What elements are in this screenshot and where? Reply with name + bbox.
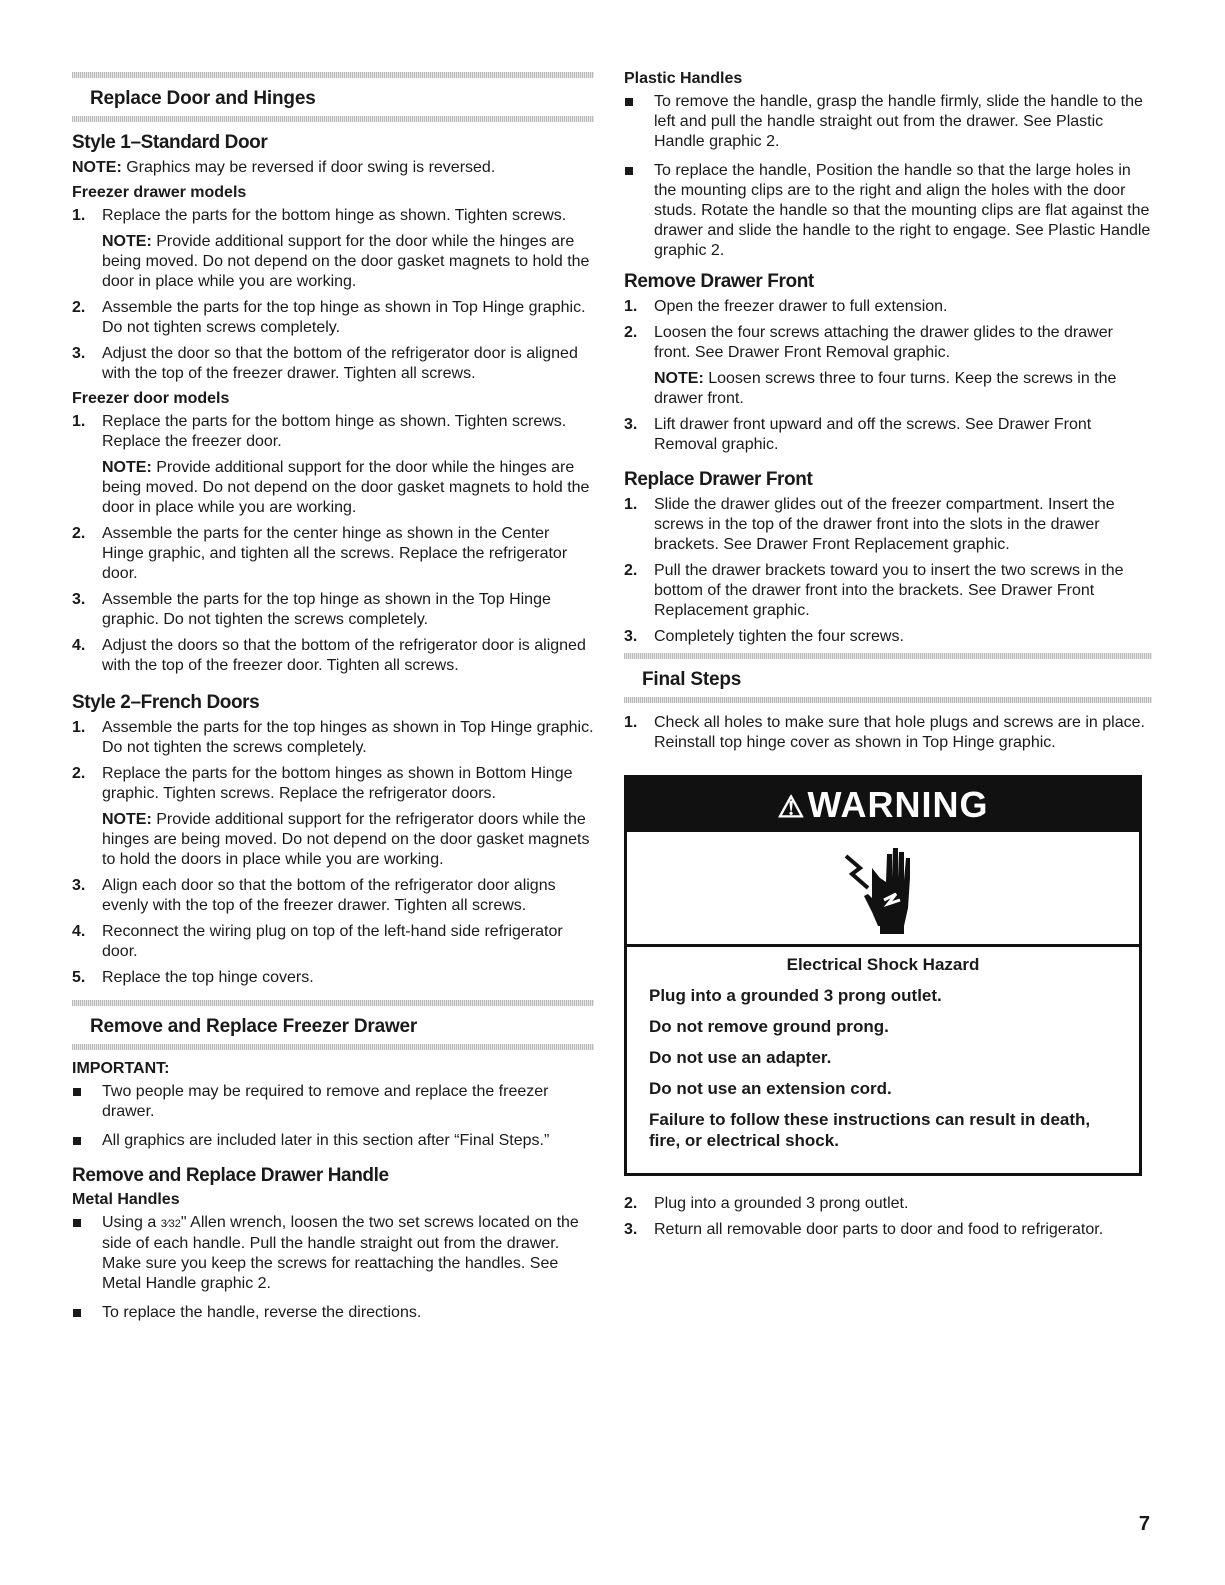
section-title: Replace Door and Hinges <box>90 88 316 109</box>
list-item: 1. Replace the parts for the bottom hinge as shown. Tighten screws. Replace the freezer door. NOTE: Provide additional support for the door while the hinges are being moved. Do not depend on the door gasket magnets to hold the door in place while you are working. <box>72 413 590 516</box>
hatch-rule <box>72 116 594 122</box>
section-header-final-steps <box>624 653 1152 703</box>
drawer-handle-heading: Remove and Replace Drawer Handle <box>72 1165 389 1186</box>
list-item: Two people may be required to remove and replace the freezer drawer. <box>72 1082 594 1122</box>
bullet-square-icon <box>624 161 654 261</box>
metal-handle-bullets <box>72 1213 594 1323</box>
list-item: All graphics are included later in this section after “Final Steps.” <box>72 1131 594 1151</box>
hatch-rule <box>72 1044 594 1050</box>
list-item: To replace the handle, reverse the directions. <box>72 1303 594 1323</box>
list-item: 3. Assemble the parts for the top hinge as shown in the Top Hinge graphic. Do not tighten the screws completely. <box>72 591 551 628</box>
list-item: To remove the handle, grasp the handle firmly, slide the handle to the left and pull the handle straight out from the drawer. See Plastic Handle graphic 2. <box>624 92 1152 152</box>
hatch-rule <box>624 697 1152 703</box>
bullet-square-icon <box>72 1303 102 1323</box>
left-column <box>72 66 594 1332</box>
section-header-replace-door <box>72 72 594 122</box>
freezer-drawer-models-heading: Freezer drawer models <box>72 184 247 201</box>
list-item: To replace the handle, Position the handle so that the large holes in the mounting clips are to the right and align the holes with the door studs. Rotate the handle so that the mounting clips are flat against the drawer and slide the handle to the right to engage. See Plastic Handle graphic 2. <box>624 161 1152 261</box>
list-item: Using a 3⁄32" Allen wrench, loosen the two set screws located on the side of each handle. Pull the handle straight out from the drawer. Make sure you keep the screws for reattaching the handles. See Metal Handle graphic 2. <box>72 1213 594 1294</box>
list-item: 3. Adjust the door so that the bottom of the refrigerator door is aligned with the top of the freezer drawer. Tighten all screws. <box>72 345 578 382</box>
remove-drawer-front-heading: Remove Drawer Front <box>624 271 814 292</box>
warning-triangle-icon: ⚠ <box>777 791 806 824</box>
list-item: 2. Assemble the parts for the top hinge as shown in Top Hinge graphic. Do not tighten screws completely. <box>72 299 586 336</box>
final-steps-continued <box>624 1194 1152 1240</box>
style1-heading: Style 1–Standard Door <box>72 132 268 153</box>
list-item: 4. Adjust the doors so that the bottom of the refrigerator door is aligned with the top of the freezer door. Tighten all screws. <box>72 637 586 674</box>
french-door-steps <box>72 718 594 988</box>
warning-box <box>624 775 1142 1176</box>
warning-line: Do not use an extension cord. <box>649 1079 892 1098</box>
bullet-square-icon <box>72 1131 102 1151</box>
list-item: 2. Pull the drawer brackets toward you to insert the two screws in the bottom of the drawer front into the brackets. See Drawer Front Replacement graphic. <box>624 562 1124 619</box>
freezer-door-steps <box>72 412 594 676</box>
list-item: 4. Reconnect the wiring plug on top of the left-hand side refrigerator door. <box>72 923 563 960</box>
warning-line: Do not remove ground prong. <box>649 1017 889 1036</box>
important-bullets <box>72 1082 594 1151</box>
list-item: 1. Check all holes to make sure that hole plugs and screws are in place. Reinstall top hinge cover as shown in Top Hinge graphic. <box>624 714 1145 751</box>
bullet-square-icon <box>624 92 654 152</box>
important-label: IMPORTANT: <box>72 1060 170 1077</box>
bullet-square-icon <box>72 1082 102 1122</box>
warning-line: Failure to follow these instructions can result in death, fire, or electrical shock. <box>649 1110 1091 1150</box>
list-item: 5. Replace the top hinge covers. <box>72 969 314 986</box>
freezer-drawer-steps <box>72 206 594 384</box>
metal-handles-heading: Metal Handles <box>72 1191 180 1208</box>
replace-drawer-front-heading: Replace Drawer Front <box>624 469 813 490</box>
hazard-title: Electrical Shock Hazard <box>786 955 980 974</box>
list-item: 3. Lift drawer front upward and off the screws. See Drawer Front Removal graphic. <box>624 416 1092 453</box>
warning-body <box>627 947 1139 1173</box>
list-item: 1. Assemble the parts for the top hinges as shown in Top Hinge graphic. Do not tighten the screws completely. <box>72 719 594 756</box>
warning-line: Plug into a grounded 3 prong outlet. <box>649 986 942 1005</box>
list-item: 2. Assemble the parts for the center hinge as shown in the Center Hinge graphic, and tighten all the screws. Replace the refrigerator door. <box>72 525 568 582</box>
plastic-handle-bullets <box>624 92 1152 261</box>
list-item: 3. Completely tighten the four screws. <box>624 628 904 645</box>
list-item: 3. Align each door so that the bottom of the refrigerator door aligns evenly with the top of the freezer drawer. Tighten all screws. <box>72 877 556 914</box>
section-header-freezer-drawer <box>72 1000 594 1050</box>
bullet-square-icon <box>72 1213 102 1294</box>
warning-header: ⚠WARNING <box>627 778 1139 832</box>
section-title: Final Steps <box>642 669 742 690</box>
graphics-note: NOTE: Graphics may be reversed if door swing is reversed. <box>72 159 496 176</box>
list-item: 3. Return all removable door parts to door and food to refrigerator. <box>624 1221 1104 1238</box>
list-item: 1. Replace the parts for the bottom hinge as shown. Tighten screws. NOTE: Provide additional support for the door while the hinges are being moved. Do not depend on the door gasket magnets to hold the door in place while you are working. <box>72 207 590 290</box>
section-title: Remove and Replace Freezer Drawer <box>90 1016 418 1037</box>
list-item: 2. Plug into a grounded 3 prong outlet. <box>624 1195 909 1212</box>
right-column <box>624 66 1152 1246</box>
remove-front-steps <box>624 297 1152 455</box>
list-item: 2. Loosen the four screws attaching the drawer glides to the drawer front. See Drawer Front Removal graphic. NOTE: Loosen screws three to four turns. Keep the screws in the drawer front. <box>624 324 1117 407</box>
replace-front-steps <box>624 495 1152 647</box>
warning-line: Do not use an adapter. <box>649 1048 832 1067</box>
plastic-handles-heading: Plastic Handles <box>624 70 743 87</box>
style2-heading: Style 2–French Doors <box>72 692 260 713</box>
freezer-door-models-heading: Freezer door models <box>72 390 230 407</box>
list-item: 1. Open the freezer drawer to full extension. <box>624 298 948 315</box>
electrical-shock-hand-icon <box>627 832 1139 947</box>
page-number: 7 <box>1138 1513 1150 1535</box>
list-item: 1. Slide the drawer glides out of the freezer compartment. Insert the screws in the top of the drawer front into the slots in the drawer brackets. See Drawer Front Replacement graphic. <box>624 496 1115 553</box>
final-steps-list <box>624 713 1152 753</box>
list-item: 2. Replace the parts for the bottom hinges as shown in Bottom Hinge graphic. Tighten screws. Replace the refrigerator doors. NOTE: Provide additional support for the refrigerator doors while the hinges are being moved. Do not depend on the door gasket magnets to hold the doors in place while you are working. <box>72 765 590 868</box>
